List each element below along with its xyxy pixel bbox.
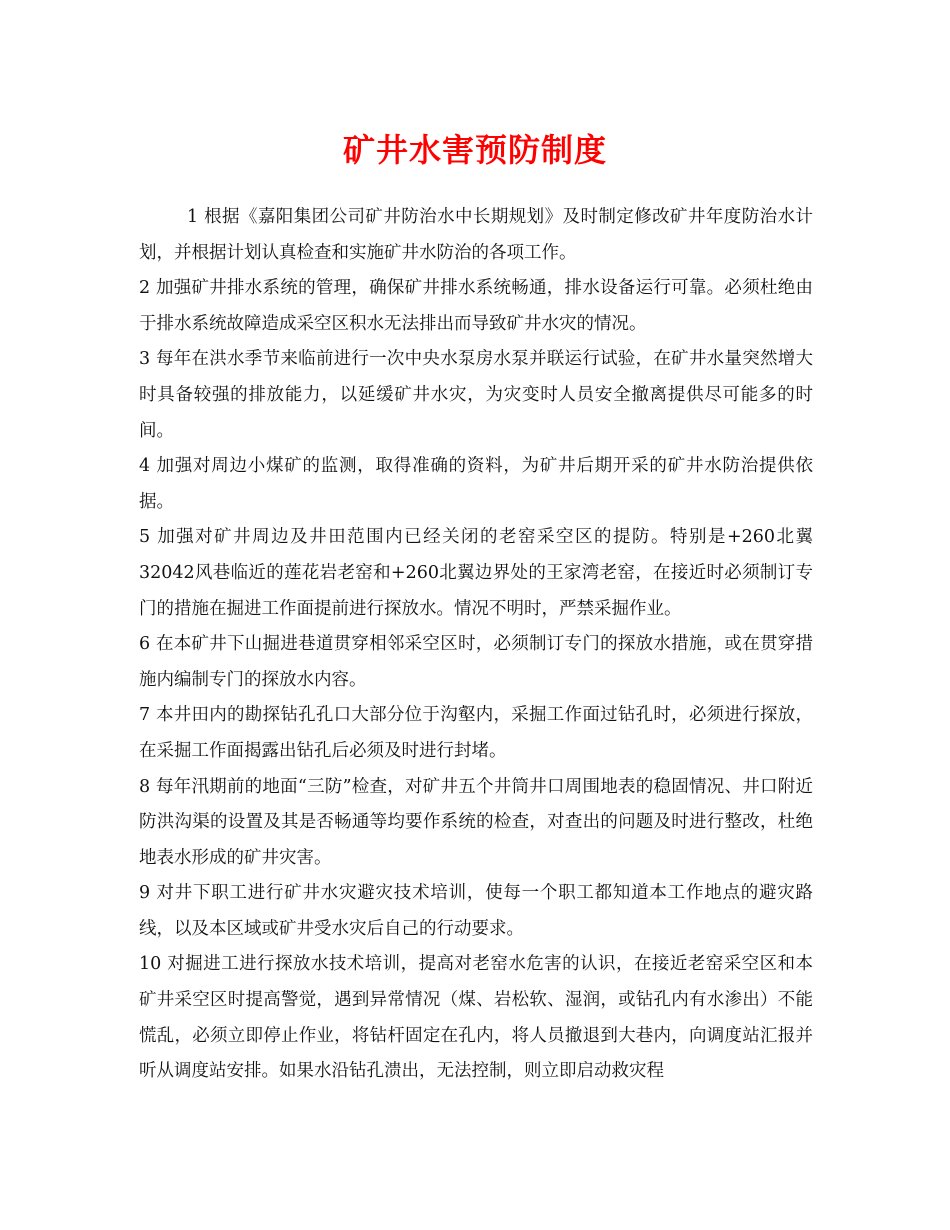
paragraph-10: 10 对掘进工进行探放水技术培训，提高对老窑水危害的认识，在接近老窑采空区和本矿井采空区时提高警觉，遇到异常情况（煤、岩松软、湿润，或钻孔内有水渗出）不能慌乱，必须立即停止作业，将钻杆固定在孔内，将人员撤退到大巷内，向调度站汇报并听从调度站安排。如果水沿钻孔溃出，无法控制，则立即启动救灾程 [139, 954, 813, 1082]
document-title: 矿井水害预防制度 [342, 131, 607, 169]
paragraph-1: 1 根据《嘉阳集团公司矿井防治水中长期规划》及时制定修改矿井年度防治水计划，并根据计划认真检查和实施矿井水防治的各项工作。 [139, 207, 813, 263]
document-body [139, 200, 813, 1090]
paragraph-6: 6 在本矿井下山掘进巷道贯穿相邻采空区时，必须制订专门的探放水措施，或在贯穿措施内编制专门的探放水内容。 [139, 634, 813, 690]
paragraph-9: 9 对井下职工进行矿井水灾避灾技术培训，使每一个职工都知道本工作地点的避灾路线，以及本区域或矿井受水灾后自己的行动要求。 [139, 883, 813, 939]
paragraph-8: 8 每年汛期前的地面“三防”检查，对矿井五个井筒井口周围地表的稳固情况、井口附近防洪沟渠的设置及其是否畅通等均要作系统的检查，对查出的问题及时进行整改，杜绝地表水形成的矿井灾害。 [139, 776, 813, 868]
paragraph-4: 4 加强对周边小煤矿的监测，取得准确的资料，为矿井后期开采的矿井水防治提供依据。 [139, 456, 813, 512]
paragraph-3: 3 每年在洪水季节来临前进行一次中央水泵房水泵并联运行试验，在矿井水量突然增大时具备较强的排放能力，以延缓矿井水灾，为灾变时人员安全撤离提供尽可能多的时间。 [139, 349, 813, 441]
paragraph-2: 2 加强矿井排水系统的管理，确保矿井排水系统畅通，排水设备运行可靠。必须杜绝由于排水系统故障造成采空区积水无法排出而导致矿井水灾的情况。 [139, 278, 813, 334]
paragraph-5: 5 加强对矿井周边及井田范围内已经关闭的老窑采空区的提防。特别是+260北翼32042风巷临近的莲花岩老窑和+260北翼边界处的王家湾老窑，在接近时必须制订专门的措施在掘进工作面提前进行探放水。情况不明时，严禁采掘作业。 [139, 527, 813, 619]
paragraph-7: 7 本井田内的勘探钻孔孔口大部分位于沟壑内，采掘工作面过钻孔时，必须进行探放，在采掘工作面揭露出钻孔后必须及时进行封堵。 [139, 705, 813, 761]
